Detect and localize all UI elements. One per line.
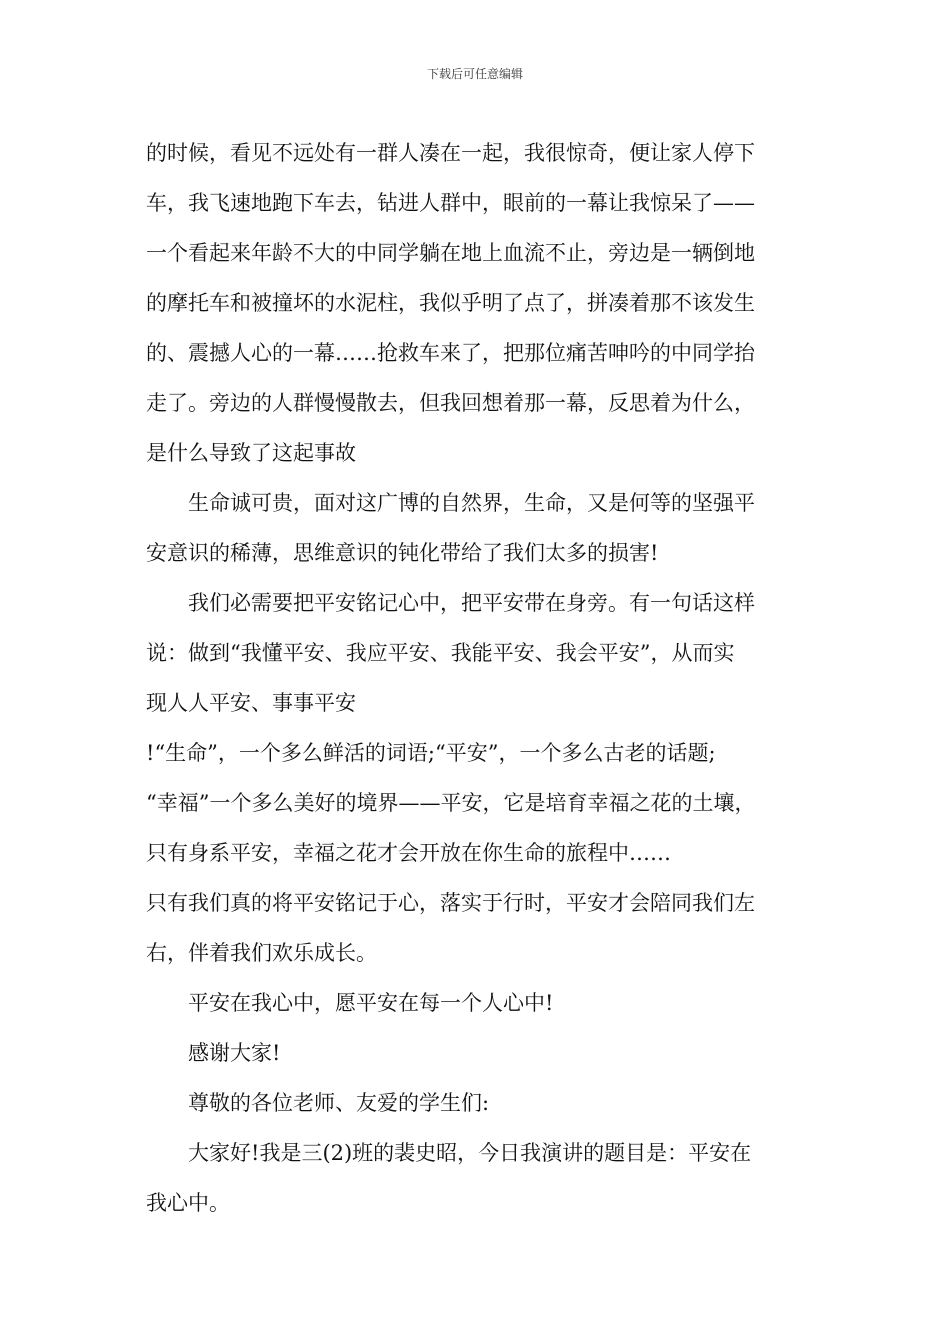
text-line: 说：做到“我懂平安、我应平安、我能平安、我会平安”，从而实: [146, 641, 735, 665]
text-line: 是什么导致了这起事故: [146, 441, 356, 465]
text-line: 现人人平安、事事平安: [146, 691, 356, 715]
document-body: [146, 128, 806, 1228]
paragraph-first-line: 大家好!我是三(2)班的裴史昭，今日我演讲的题目是：平安在: [188, 1141, 752, 1165]
text-line: “幸福”一个多么美好的境界——平安，它是培育幸福之花的土壤，: [146, 791, 756, 815]
text-line: 车，我飞速地跑下车去，钻进人群中，眼前的一幕让我惊呆了——: [146, 191, 755, 215]
paragraph-first-line: 感谢大家!: [188, 1041, 281, 1065]
text-line: 只有身系平安，幸福之花才会开放在你生命的旅程中……: [146, 841, 671, 865]
page-header: 下载后可任意编辑: [426, 67, 523, 81]
salutation-line: 尊敬的各位老师、友爱的学生们:: [188, 1091, 490, 1115]
text-line: 的摩托车和被撞坏的水泥柱，我似乎明了点了，拼凑着那不该发生: [146, 291, 755, 315]
paragraph-first-line: 生命诚可贵，面对这广博的自然界，生命，又是何等的坚强平: [188, 491, 755, 515]
text-line: 走了。旁边的人群慢慢散去，但我回想着那一幕，反思着为什么，: [146, 391, 755, 415]
paragraph-first-line: 我们必需要把平安铭记心中，把平安带在身旁。有一句话这样: [188, 591, 755, 615]
text-line: !“生命”，一个多么鲜活的词语;“平安”，一个多么古老的话题;: [146, 741, 716, 765]
text-line: 一个看起来年龄不大的中同学躺在地上血流不止，旁边是一辆倒地: [146, 241, 755, 265]
text-line: 的、震撼人心的一幕……抢救车来了，把那位痛苦呻吟的中同学抬: [146, 341, 755, 365]
text-line: 右，伴着我们欢乐成长。: [146, 941, 377, 965]
paragraph-first-line: 平安在我心中，愿平安在每一个人心中!: [188, 991, 554, 1015]
text-line: 只有我们真的将平安铭记于心，落实于行时，平安才会陪同我们左: [146, 891, 755, 915]
text-line: 的时候，看见不远处有一群人凑在一起，我很惊奇，便让家人停下: [146, 141, 755, 165]
text-line: 我心中。: [146, 1191, 230, 1215]
text-line: 安意识的稀薄，思维意识的钝化带给了我们太多的损害!: [146, 541, 659, 565]
